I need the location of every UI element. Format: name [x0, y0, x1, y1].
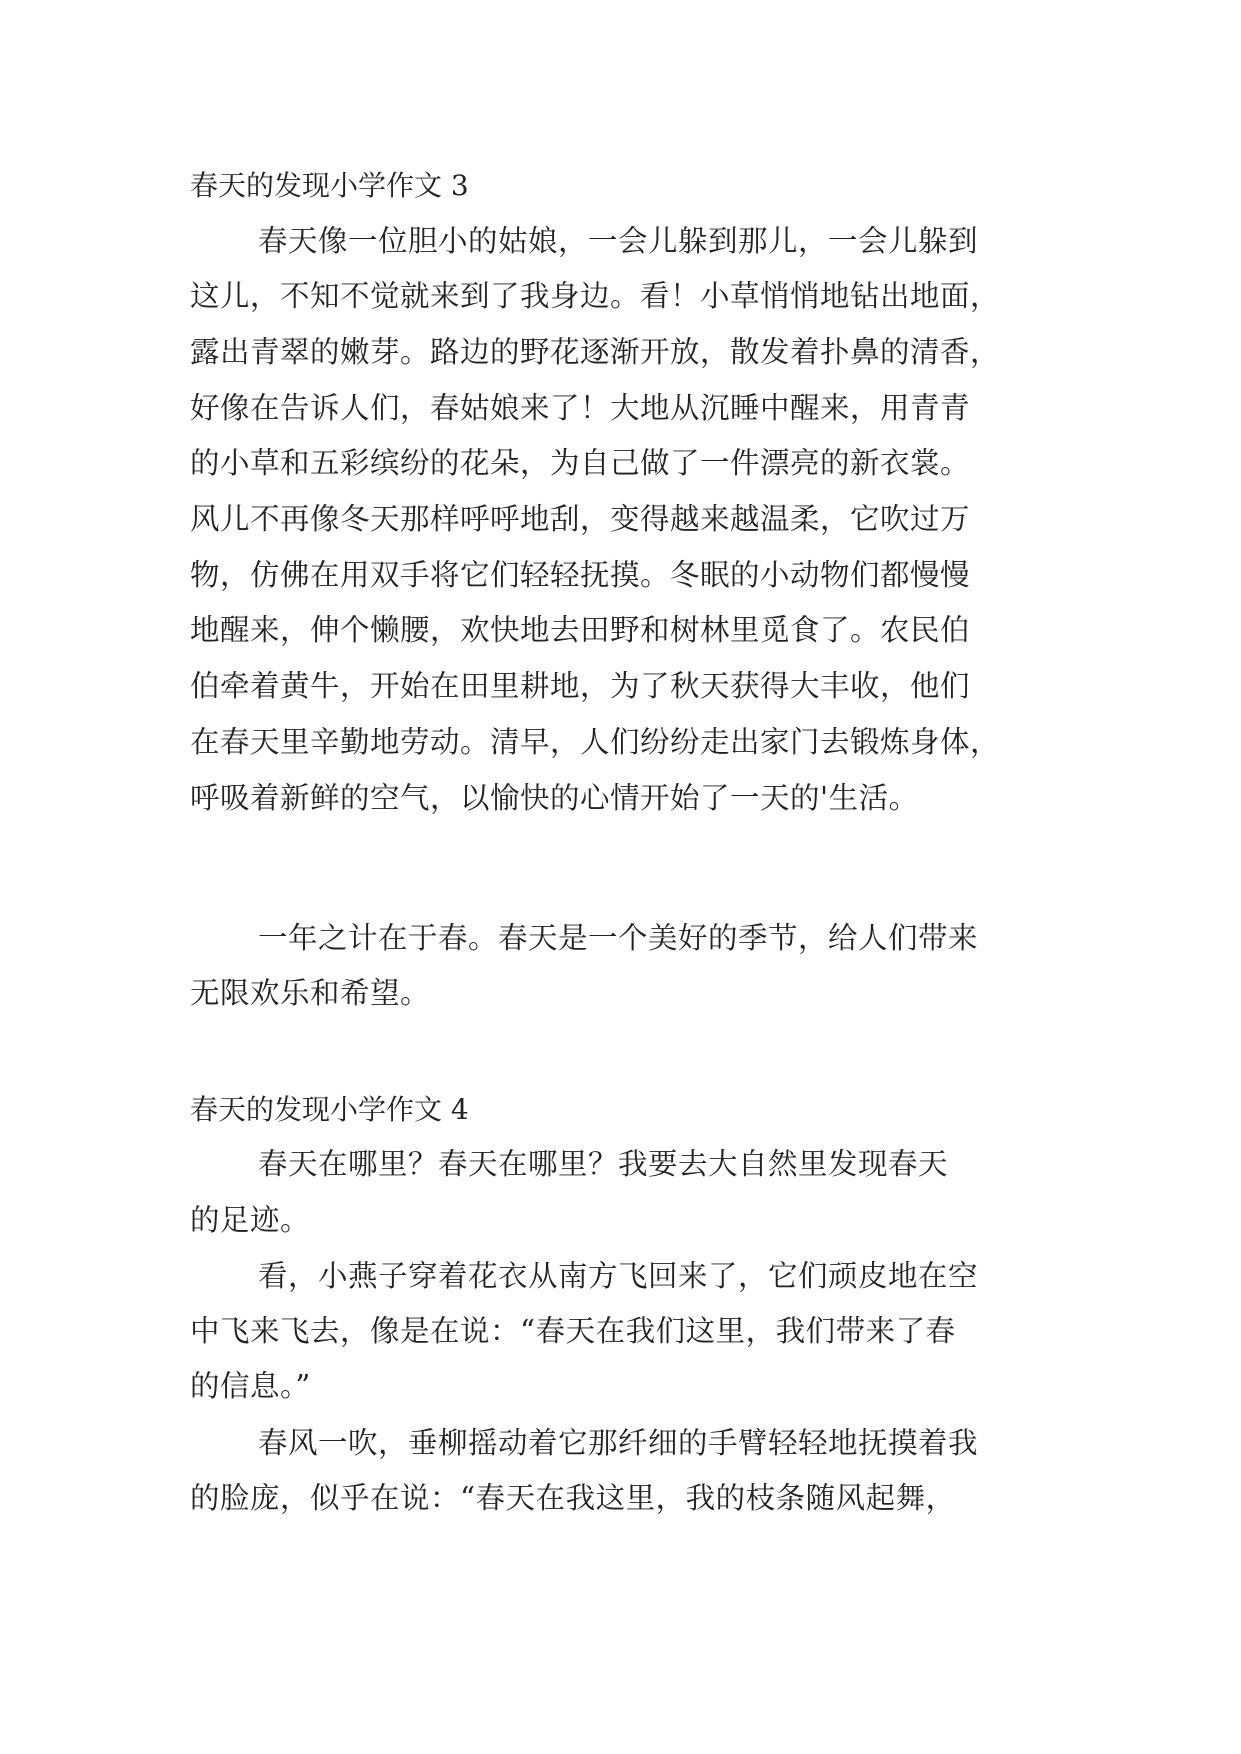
paragraph-line: 中飞来飞去，像是在说：“春天在我们这里，我们带来了春: [190, 1314, 956, 1348]
paragraph-line: 的信息。”: [190, 1369, 311, 1403]
paragraph-line: 地醒来，伸个懒腰，欢快地去田野和树林里觅食了。农民伯: [190, 613, 971, 647]
paragraph-line: 的脸庞，似乎在说：“春天在我这里，我的枝条随风起舞，: [190, 1481, 956, 1515]
paragraph-line: 春天在哪里？春天在哪里？我要去大自然里发现春天: [258, 1147, 949, 1181]
paragraph-line: 好像在告诉人们，春姑娘来了！大地从沉睡中醒来，用青青: [190, 391, 971, 425]
paragraph-line: 春天像一位胆小的姑娘，一会儿躲到那儿，一会儿躲到: [258, 224, 979, 258]
paragraph-line: 这儿，不知不觉就来到了我身边。看！小草悄悄地钻出地面，: [190, 279, 1001, 313]
section-heading: 春天的发现小学作文 3: [190, 169, 469, 202]
paragraph-line: 露出青翠的嫩芽。路边的野花逐渐开放，散发着扑鼻的清香，: [190, 335, 1001, 369]
paragraph-line: 物，仿佛在用双手将它们轻轻抚摸。冬眠的小动物们都慢慢: [190, 558, 971, 592]
paragraph-line: 的足迹。: [190, 1203, 311, 1237]
paragraph-line: 一年之计在于春。春天是一个美好的季节，给人们带来: [258, 921, 979, 955]
paragraph-line: 呼吸着新鲜的空气，以愉快的心情开始了一天的'生活。: [190, 781, 919, 815]
paragraph-line: 无限欢乐和希望。: [190, 976, 431, 1010]
paragraph-line: 看，小燕子穿着花衣从南方飞回来了，它们顽皮地在空: [258, 1259, 979, 1293]
paragraph-line: 春风一吹，垂柳摇动着它那纤细的手臂轻轻地抚摸着我: [258, 1426, 979, 1460]
paragraph-line: 在春天里辛勤地劳动。清早，人们纷纷走出家门去锻炼身体，: [190, 725, 1001, 759]
paragraph-line: 的小草和五彩缤纷的花朵，为自己做了一件漂亮的新衣裳。: [190, 446, 971, 480]
section-heading: 春天的发现小学作文 4: [190, 1093, 469, 1126]
paragraph-line: 风儿不再像冬天那样呼呼地刮，变得越来越温柔，它吹过万: [190, 502, 971, 536]
paragraph-line: 伯牵着黄牛，开始在田里耕地，为了秋天获得大丰收，他们: [190, 669, 971, 703]
